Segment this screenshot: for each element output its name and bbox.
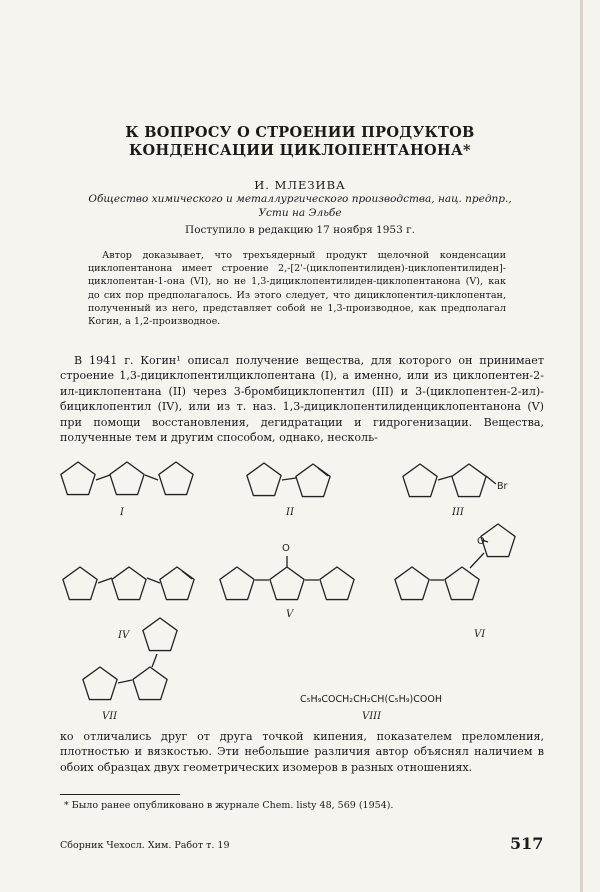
bond-i-1: [96, 475, 110, 480]
bond-vii-2: [152, 654, 157, 667]
ring-vii-c: [143, 618, 177, 651]
ring-v-a: [220, 567, 254, 600]
ring-v-b: [270, 567, 304, 600]
double-bond-iv: [182, 571, 192, 579]
ring-ii-b: [296, 464, 330, 497]
structure-label-vii: VII: [102, 711, 118, 722]
bond-vii-1: [118, 680, 132, 683]
bond-iv-2: [147, 578, 160, 583]
structure-label-iv: IV: [118, 630, 130, 641]
ring-iv-a: [63, 567, 97, 600]
ring-vi-c: [481, 524, 515, 557]
running-head: Сборник Чехосл. Хим. Работ т. 19: [60, 840, 230, 851]
ring-iii-a: [403, 464, 437, 497]
bond-iv-1: [98, 578, 112, 583]
ring-iv-b: [112, 567, 146, 600]
footnote: * Было ранее опубликовано в журнале Chem. listy 48, 569 (1954).: [64, 800, 394, 811]
body-paragraph-2: ко отличались друг от друга точкой кипения, показателем преломления, плотностью и вязкостью. Эти небольшие различия автор объяснял наличием в обоих образцах двух геометрических изомеров в разных отношениях.: [60, 730, 544, 774]
ring-vi-b: [395, 567, 429, 600]
formula-viii: C₅H₉COCH₂CH₂CH(C₅H₉)COOH: [300, 694, 442, 705]
body-paragraph-1: В 1941 г. Когин¹ описал получение вещества, для которого он принимает строение 1,3-дициклопентилциклопентана (I), а именно, или из циклопентен-2-ил-циклопентана (II) через 3-бромбициклопентил (III) и 3-(циклопентен-2-ил)-бициклопентил (IV), или из т. наз. 1,3-дициклопентилиденциклопентанона (V) при помощи восстановления, дегидратации и гидрогенизации. Вещества, полученные тем и другим способом, однако, несколь-: [60, 354, 544, 445]
ring-vii-b: [133, 667, 167, 700]
ring-ii-a: [247, 463, 281, 496]
page-number: 517: [510, 834, 544, 853]
oxygen-label-v: O: [282, 543, 290, 554]
structure-label-i: I: [120, 507, 124, 518]
structure-label-v: V: [286, 609, 294, 620]
ring-v-c: [320, 567, 354, 600]
double-bond-vi-2: [470, 553, 484, 568]
structure-label-vi: VI: [474, 629, 486, 640]
double-bond-ii: [318, 468, 328, 476]
ring-i-c: [159, 462, 193, 495]
author-name: И. МЛЕЗИВА: [254, 178, 346, 192]
article-title: К ВОПРОСУ О СТРОЕНИИ ПРОДУКТОВ КОНДЕНСАЦИИ ЦИКЛОПЕНТАНОНА*: [125, 124, 475, 159]
ring-vii-a: [83, 667, 117, 700]
structure-label-iii: III: [452, 507, 464, 518]
affiliation: Общество химического и металлургического производства, нац. предпр., Усти на Эльбе: [88, 193, 512, 219]
oxygen-label-vi: O: [477, 536, 485, 547]
footnote-rule: [60, 794, 180, 795]
bond-ii-1: [282, 478, 296, 480]
bond-i-2: [145, 475, 158, 480]
ring-i-a: [61, 462, 95, 495]
bond-iii-1: [438, 476, 452, 480]
structure-label-viii: VIII: [362, 711, 382, 722]
received-date: Поступило в редакцию 17 ноября 1953 г.: [185, 224, 415, 236]
ring-iv-c: [160, 567, 194, 600]
bromine-atom-label: Br: [497, 481, 508, 492]
ring-i-b: [110, 462, 144, 495]
structure-label-ii: II: [286, 507, 294, 518]
ring-vi-a: [445, 567, 479, 600]
bond-iii-br: [486, 476, 496, 484]
abstract: Автор доказывает, что трехъядерный продукт щелочной конденсации циклопентанона имеет строение 2,-[2'-(циклопентилиден)-циклопентилиден]-циклопентан-1-она (VI), но не 1,3-дициклопентилиден-циклопентанона (V), как до сих пор предполагалось. Из этого следует, что дициклопентил-циклопентан, полученный из него, представляет собой не 1,3-производное, как предполагал Когин, а 1,2-производное.: [88, 250, 506, 328]
ring-iii-b: [452, 464, 486, 497]
